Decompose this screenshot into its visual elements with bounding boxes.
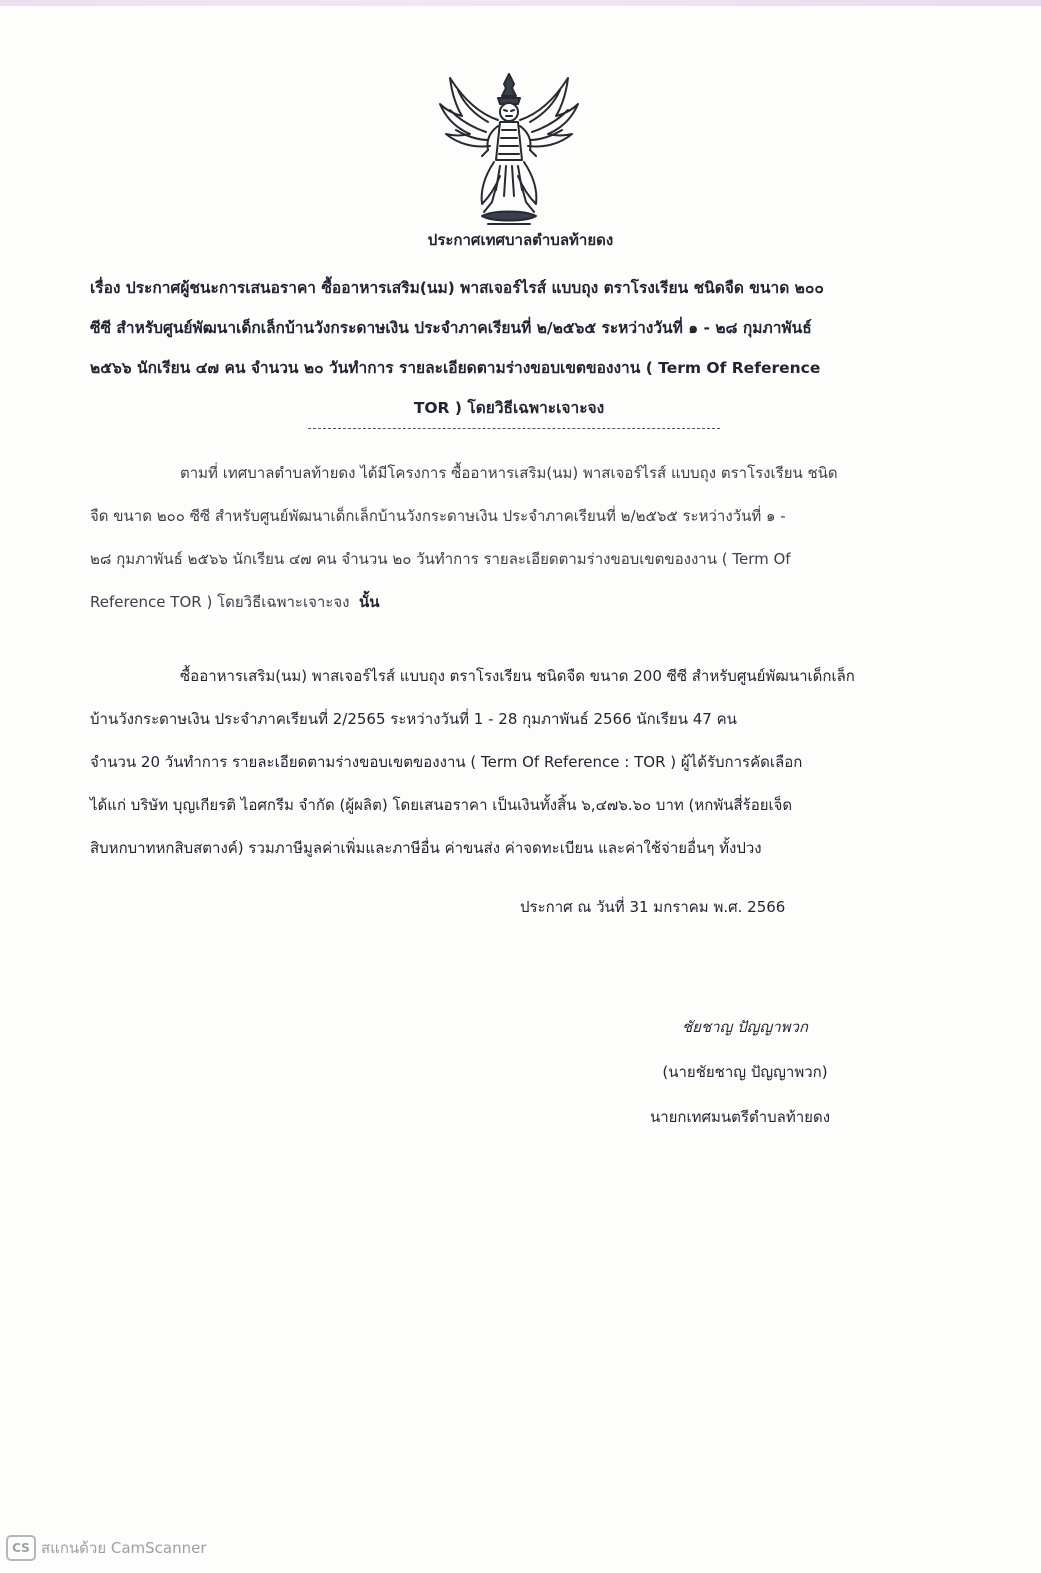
background-paragraph (90, 452, 940, 624)
award-paragraph (90, 655, 940, 870)
organization-title: ประกาศเทศบาลตำบลท้ายดง (427, 231, 614, 249)
paragraph-line: จืด ขนาด ๒๐๐ ซีซี สำหรับศูนย์พัฒนาเด็กเล็กบ้านวังกระดาษเงิน ประจำภาคเรียนที่ ๒/๒๕๖๕ ระหว่างวันที่ ๑ - (90, 507, 786, 525)
announcement-date: ประกาศ ณ วันที่ 31 มกราคม พ.ศ. 2566 (520, 898, 786, 916)
signatory-printed-name: (นายชัยชาญ ปัญญาพวก) (662, 1063, 828, 1081)
handwritten-signature: ชัยชาญ ปัญญาพวก (681, 1018, 809, 1036)
paragraph-line: บ้านวังกระดาษเงิน ประจำภาคเรียนที่ 2/2565 ระหว่างวันที่ 1 - 28 กุมภาพันธ์ 2566 นักเรียน 47 คน (90, 710, 737, 728)
garuda-emblem-icon (436, 70, 582, 228)
subject-line: เรื่อง ประกาศผู้ชนะการเสนอราคา ซื้ออาหารเสริม(นม) พาสเจอร์ไรส์ แบบถุง ตราโรงเรียน ชนิดจืด ขนาด ๒๐๐ (90, 279, 824, 297)
subject-line: ซีซี สำหรับศูนย์พัฒนาเด็กเล็กบ้านวังกระดาษเงิน ประจำภาคเรียนที่ ๒/๒๕๖๕ ระหว่างวันที่ ๑ - ๒๘ กุมภาพันธ์ (90, 319, 812, 337)
signatory-position: นายกเทศมนตรีตำบลท้ายดง (649, 1108, 831, 1126)
subject-line: TOR ) โดยวิธีเฉพาะเจาะจง (413, 399, 605, 417)
subject-line: ๒๕๖๖ นักเรียน ๔๗ คน จำนวน ๒๐ วันทำการ รายละเอียดตามร่างขอบเขตของงาน ( Term Of Reference (90, 359, 821, 377)
announcement-subject (90, 268, 928, 428)
top-scan-strip (0, 0, 1041, 6)
paragraph-line: สิบหกบาทหกสิบสตางค์) รวมภาษีมูลค่าเพิ่มและภาษีอื่น ค่าขนส่ง ค่าจดทะเบียน และค่าใช้จ่ายอื่นๆ ทั้งปวง (90, 839, 762, 857)
paragraph-line-text: Reference TOR ) โดยวิธีเฉพาะเจาะจง (90, 593, 350, 611)
paragraph-closing-word: นั้น (359, 593, 380, 611)
camscanner-logo-icon: CS (6, 1535, 36, 1561)
paragraph-line: จำนวน 20 วันทำการ รายละเอียดตามร่างขอบเขตของงาน ( Term Of Reference : TOR ) ผู้ได้รับการคัดเลือก (90, 753, 803, 771)
watermark-text: สแกนด้วย CamScanner (41, 1539, 207, 1557)
section-divider (308, 428, 720, 429)
paragraph-line-last (90, 581, 940, 624)
scanner-watermark (6, 1535, 207, 1561)
paragraph-line: ตามที่ เทศบาลตำบลท้ายดง ได้มีโครงการ ซื้ออาหารเสริม(นม) พาสเจอร์ไรส์ แบบถุง ตราโรงเรียน ชนิด (180, 464, 838, 482)
paragraph-line: ได้แก่ บริษัท บุญเกียรติ ไอศกรีม จำกัด (ผู้ผลิต) โดยเสนอราคา เป็นเงินทั้งสิ้น ๖,๔๗๖.๖๐ บาท (หกพันสี่ร้อยเจ็ด (90, 796, 793, 814)
paragraph-line: ๒๘ กุมภาพันธ์ ๒๕๖๖ นักเรียน ๔๗ คน จำนวน ๒๐ วันทำการ รายละเอียดตามร่างขอบเขตของงาน ( Term Of (90, 550, 791, 568)
paragraph-line: ซื้ออาหารเสริม(นม) พาสเจอร์ไรส์ แบบถุง ตราโรงเรียน ชนิดจืด ขนาด 200 ซีซี สำหรับศูนย์พัฒนาเด็กเล็ก (180, 667, 855, 685)
